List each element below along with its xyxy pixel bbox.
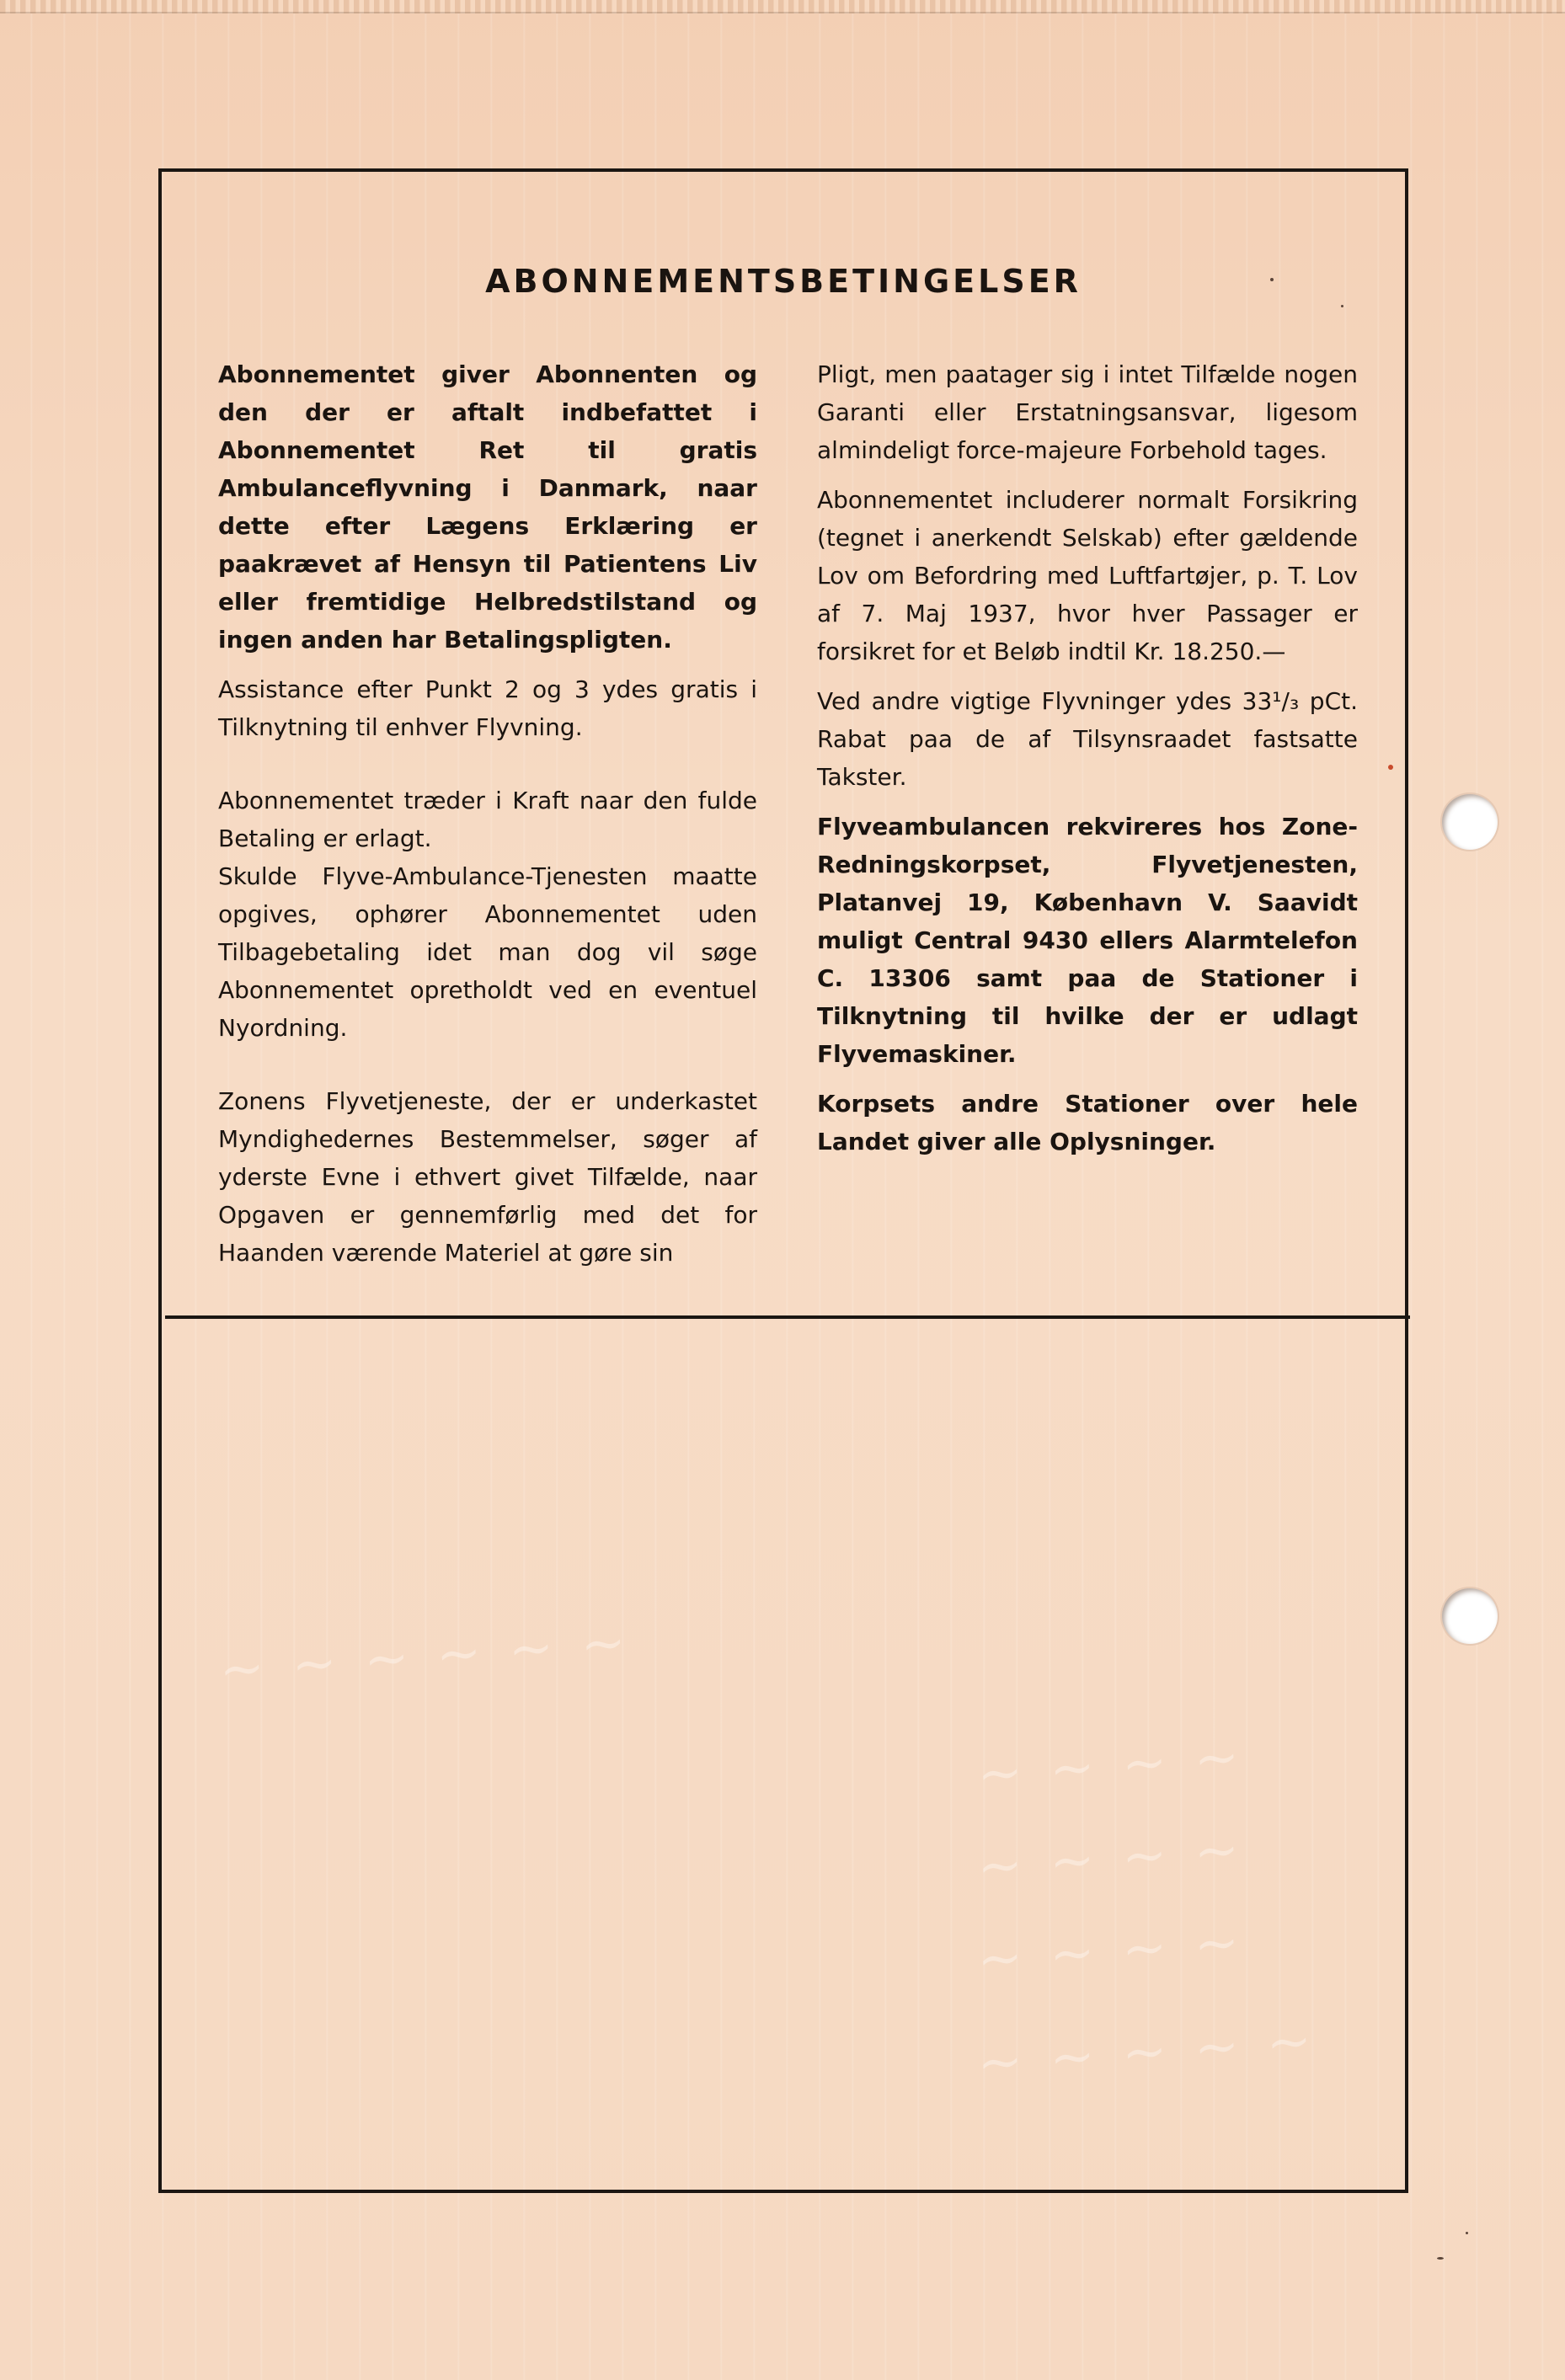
punch-hole-top <box>1442 794 1498 850</box>
right-column <box>817 355 1358 1172</box>
paragraph-flight-service: Zonens Flyvetjeneste, der er underkastet Myndighedernes Bestemmelser, søger af yderste Evne i ethvert givet Tilfælde, naar Opgaven er gennemførlig med det for Haanden værende Materiel at gøre sin <box>218 1087 757 1267</box>
punch-hole-bottom <box>1442 1588 1498 1644</box>
paragraph-effective: Abonnementet træder i Kraft naar den fulde Betaling er erlagt. <box>218 787 757 852</box>
paragraph-insurance: Abonnementet includerer normalt Forsikring (tegnet i anerkendt Selskab) efter gældende Lov om Befordring med Luftfartøjer, p. T. Lov af 7. Maj 1937, hvor hver Passager er forsikret for et Beløb indtil Kr. 18.250.— <box>817 486 1358 665</box>
paper-speck <box>1270 278 1274 281</box>
embossed-handwriting-trace: ~ ~ ~ ~ <box>975 1726 1247 1806</box>
paragraph-discontinuation: Skulde Flyve-Ambulance-Tjenesten maatte opgives, ophører Abonnementet uden Tilbagebetaling idet man dog vil søge Abonnementet opretholdt ved en eventuel Nyordning. <box>218 862 757 1042</box>
paper-speck <box>1466 2232 1468 2234</box>
paragraph-discount: Ved andre vigtige Flyvninger ydes 33¹/₃ pCt. Rabat paa de af Tilsynsraadet fastsatte Takster. <box>817 687 1358 791</box>
embossed-handwriting-trace: ~ ~ ~ ~ <box>975 1818 1247 1899</box>
document-title: ABONNEMENTSBETINGELSER <box>485 263 1082 300</box>
paragraph-contact: Flyveambulancen rekvireres hos Zone-Redningskorpset, Flyvetjenesten, Platanvej 19, København V. Saavidt muligt Central 9430 ellers Alarmtelefon C. 13306 samt paa de Stationer i Tilknytning til hvilke der er udlagt Flyvemaskiner. <box>817 813 1358 1068</box>
paragraph-assistance: Assistance efter Punkt 2 og 3 ydes gratis i Tilknytning til enhver Flyvning. <box>218 675 757 741</box>
torn-top-edge <box>0 0 1565 13</box>
embossed-handwriting-trace: ~ ~ ~ ~ ~ ~ <box>217 1611 633 1702</box>
left-column <box>218 355 757 1283</box>
paper-speck <box>1437 2257 1444 2260</box>
paragraph-subscription-rights: Abonnementet giver Abonnenten og den der er aftalt indbefattet i Abonnementet Ret til gratis Ambulanceflyvning i Danmark, naar dette efter Lægens Erklæring er paakrævet af Hensyn til Patientens Liv eller fremtidige Helbredstilstand og ingen anden har Betalingspligten. <box>218 360 757 654</box>
embossed-handwriting-trace: ~ ~ ~ ~ ~ <box>975 2009 1319 2095</box>
paper-speck <box>1388 765 1393 770</box>
paper-speck <box>1341 305 1343 307</box>
paragraph-stations: Korpsets andre Stationer over hele Landet giver alle Oplysninger. <box>817 1090 1358 1155</box>
section-divider <box>165 1315 1410 1319</box>
embossed-handwriting-trace: ~ ~ ~ ~ <box>975 1911 1247 1992</box>
paragraph-liability: Pligt, men paatager sig i intet Tilfælde nogen Garanti eller Erstatningsansvar, ligesom almindeligt force-majeure Forbehold tages. <box>817 360 1358 464</box>
